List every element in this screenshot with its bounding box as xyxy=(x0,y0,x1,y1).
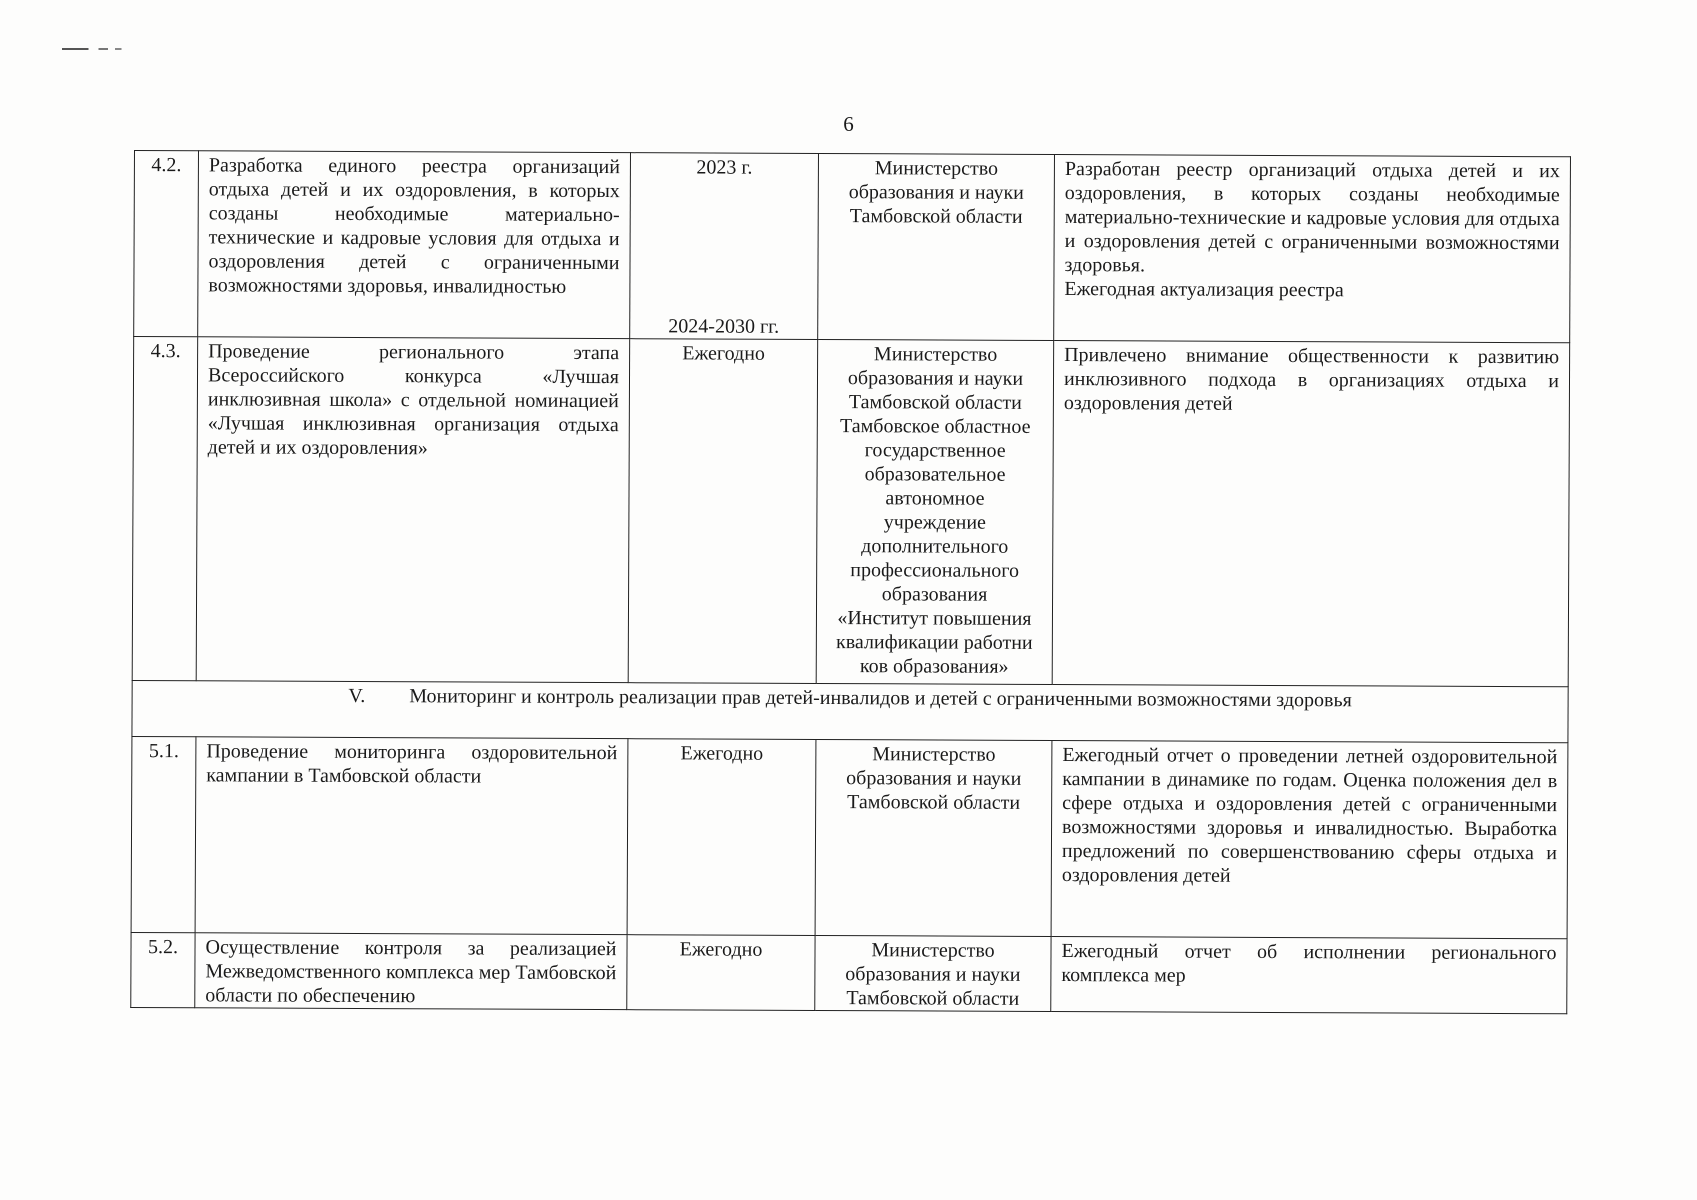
deadline-cell xyxy=(630,153,819,340)
activity-cell: Проведение мониторинга оздоровительной кампании в Тамбовской области xyxy=(195,737,628,935)
result-text: Разработан реестр организаций отдыха детей и их оздоровления, в которых созданы необходимые материально-технические и кадровые условия для отдыха и оздоровления детей с ограниченными возможностями здоровья. xyxy=(1064,158,1560,277)
deadline-end: 2024-2030 гг. xyxy=(668,315,780,338)
scan-artifact xyxy=(62,48,128,50)
responsible-cell: Министерство образования и науки Тамбовской области xyxy=(818,153,1055,340)
result-cell: Привлечено внимание общественности к развитию инклюзивного подхода в организациях отдыха и оздоровления детей xyxy=(1052,341,1569,687)
page-number: 6 xyxy=(843,112,854,136)
deadline-cell: Ежегодно xyxy=(628,339,817,684)
responsible-cell: Министерство образования и науки Тамбовской области xyxy=(815,935,1051,1011)
table-row xyxy=(131,736,1568,938)
section-header xyxy=(132,680,1568,742)
deadline-start: 2023 г. xyxy=(696,156,753,179)
section-title: Мониторинг и контроль реализации прав детей-инвалидов и детей с ограниченными возможностями здоровья xyxy=(409,685,1352,712)
activity-cell: Проведение регионального этапа Всероссийского конкурса «Лучшая инклюзивная школа» с отдельной номинацией «Лучшая инклюзивная организация отдыха детей и их оздоровления» xyxy=(196,337,629,683)
row-number: 4.2. xyxy=(134,151,199,337)
result-cell xyxy=(1054,155,1571,343)
row-number: 4.3. xyxy=(132,337,198,681)
result-cell: Ежегодный отчет о проведении летней оздоровительной кампании в динамике по годам. Оценка положения дел в сфере отдыха и оздоровления детей с ограниченными возможностями здоровья и инвалидностью. Выработка предложений по совершенствованию сферы отдыха и оздоровления детей xyxy=(1051,741,1568,939)
row-number: 5.2. xyxy=(131,932,195,1007)
deadline-cell: Ежегодно xyxy=(627,935,815,1011)
table-row xyxy=(134,151,1571,343)
table-row xyxy=(132,337,1569,687)
result-extra: Ежегодная актуализация реестра xyxy=(1064,278,1344,302)
responsible-cell: Министерство образования и науки Тамбовской области xyxy=(815,739,1052,936)
deadline-cell: Ежегодно xyxy=(627,739,816,936)
activity-cell: Осуществление контроля за реализацией Межведомственного комплекса мер Тамбовской области по обеспечению xyxy=(195,933,627,1010)
section-number: V. xyxy=(348,684,366,708)
activity-plan-table xyxy=(130,150,1571,1014)
activity-cell: Разработка единого реестра организаций отдыха детей и их оздоровления, в которых созданы необходимые материально-технические и кадровые условия для отдыха и оздоровления детей с ограниченными возможностями здоровья, инвалидностью xyxy=(198,151,631,339)
result-cell: Ежегодный отчет об исполнении регионального комплекса мер xyxy=(1051,937,1567,1014)
section-header-row xyxy=(132,680,1568,742)
responsible-cell: Министерство образования и науки Тамбовской области Тамбовское областное государственное образовательное автономное учреждение дополнительного профессионального образования «Институт повышения квалификации работни ков образования» xyxy=(816,339,1053,684)
table-row xyxy=(131,932,1567,1013)
row-number: 5.1. xyxy=(131,736,196,932)
